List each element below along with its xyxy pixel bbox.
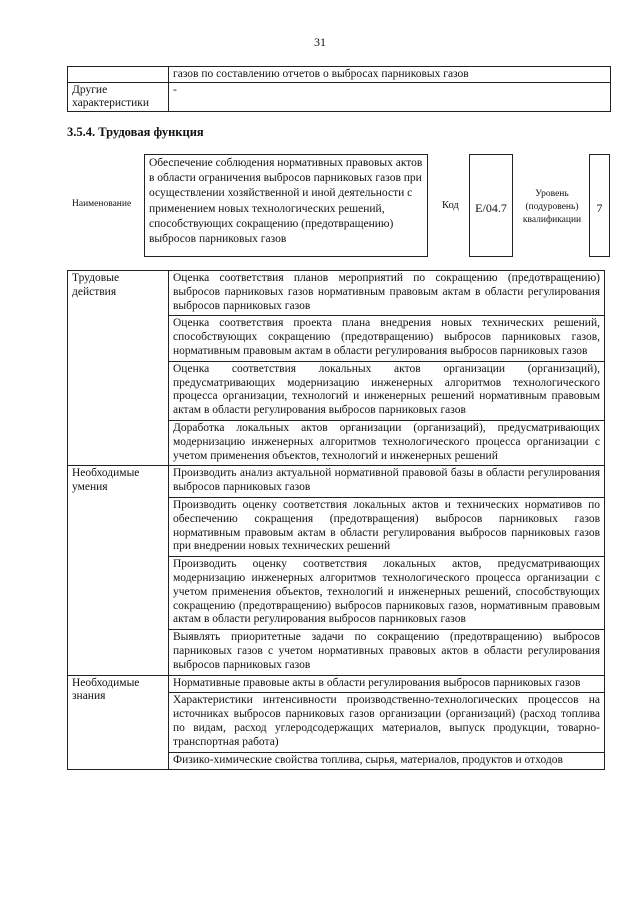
empty-cell [68, 67, 169, 83]
row-category-label: Трудовые действия [68, 271, 169, 466]
name-label: Наименование [72, 199, 132, 209]
requirement-item: Производить анализ актуальной нормативной правовой базы в области регулирования выбросов парниковых газов [169, 466, 605, 498]
requirement-item: Оценка соответствия проекта плана внедрения новых технических решений, способствующих сокращению (предотвращению) выбросов парниковых газов, нормативным правовым актам в области регулирования выбросов парниковых газов [169, 316, 605, 361]
code-value: E/04.7 [469, 154, 513, 257]
function-name-box: Обеспечение соблюдения нормативных правовых актов в области ограничения выбросов парниковых газов при осуществлении хозяйственной и иной деятельности с применением новых технологических решений, способствующих сокращению (предотвращению) выбросов парниковых газов [144, 154, 428, 257]
requirement-item: Оценка соответствия локальных актов организации (организаций), предусматривающих модернизацию инженерных алгоритмов технологического процесса организации, технологий и инженерных решений нормативным правовым актам в области регулирования выбросов парниковых газов [169, 361, 605, 420]
requirement-item: Производить оценку соответствия локальных актов и технических нормативов по обеспечению сокращения (предотвращения) выбросов парниковых газов нормативным правовым актам в области регулирования выбросов парниковых газов при внедрении новых технических решений [169, 497, 605, 556]
requirement-item: Доработка локальных актов организации (организаций), предусматривающих модернизацию инженерных алгоритмов технологического процесса организации с учетом применения объектов, технологий и инженерных решений [169, 420, 605, 465]
page-number: 31 [314, 35, 326, 49]
continuation-text: газов по составлению отчетов о выбросах парниковых газов [169, 67, 611, 83]
table-row [68, 271, 605, 316]
requirement-item: Нормативные правовые акты в области регулирования выбросов парниковых газов [169, 675, 605, 693]
table-row [68, 83, 611, 112]
table-row [68, 466, 605, 498]
section-heading: 3.5.4. Трудовая функция [67, 125, 204, 139]
requirement-item: Выявлять приоритетные задачи по сокращению (предотвращению) выбросов парниковых газов с учетом нормативных правовых актов в области регулирования выбросов парниковых газов [169, 630, 605, 675]
table-row [68, 675, 605, 693]
other-characteristics-value: - [169, 83, 611, 112]
qualification-level-value: 7 [589, 154, 610, 257]
requirement-item: Характеристики интенсивности производственно-технологических процессов на источниках выбросов парниковых газов организации (организаций) (расход топлива по видам, расход углеродсодержащих материалов, выпуск продукции, товарно-транспортная работа) [169, 693, 605, 752]
code-label: Код [442, 200, 459, 211]
other-characteristics-label: Другие характеристики [68, 83, 169, 112]
row-category-label: Необходимые знания [68, 675, 169, 770]
table-row [68, 67, 611, 83]
continuation-table [67, 66, 611, 112]
requirement-item: Оценка соответствия планов мероприятий по сокращению (предотвращению) выбросов парниковых газов нормативным правовым актам в области регулирования выбросов парниковых газов [169, 271, 605, 316]
row-category-label: Необходимые умения [68, 466, 169, 675]
requirement-item: Физико-химические свойства топлива, сырья, материалов, продуктов и отходов [169, 752, 605, 770]
requirement-item: Производить оценку соответствия локальных актов, предусматривающих модернизацию инженерных алгоритмов технологического процесса организации с учетом применения объектов, технологий и инженерных решений, способствующих сокращению (предотвращению) выбросов парниковых газов, нормативным правовым актам в области регулирования выбросов парниковых газов [169, 557, 605, 630]
labor-function-table [67, 270, 605, 770]
qualification-level-label: Уровень (подуровень) квалификации [522, 189, 582, 225]
